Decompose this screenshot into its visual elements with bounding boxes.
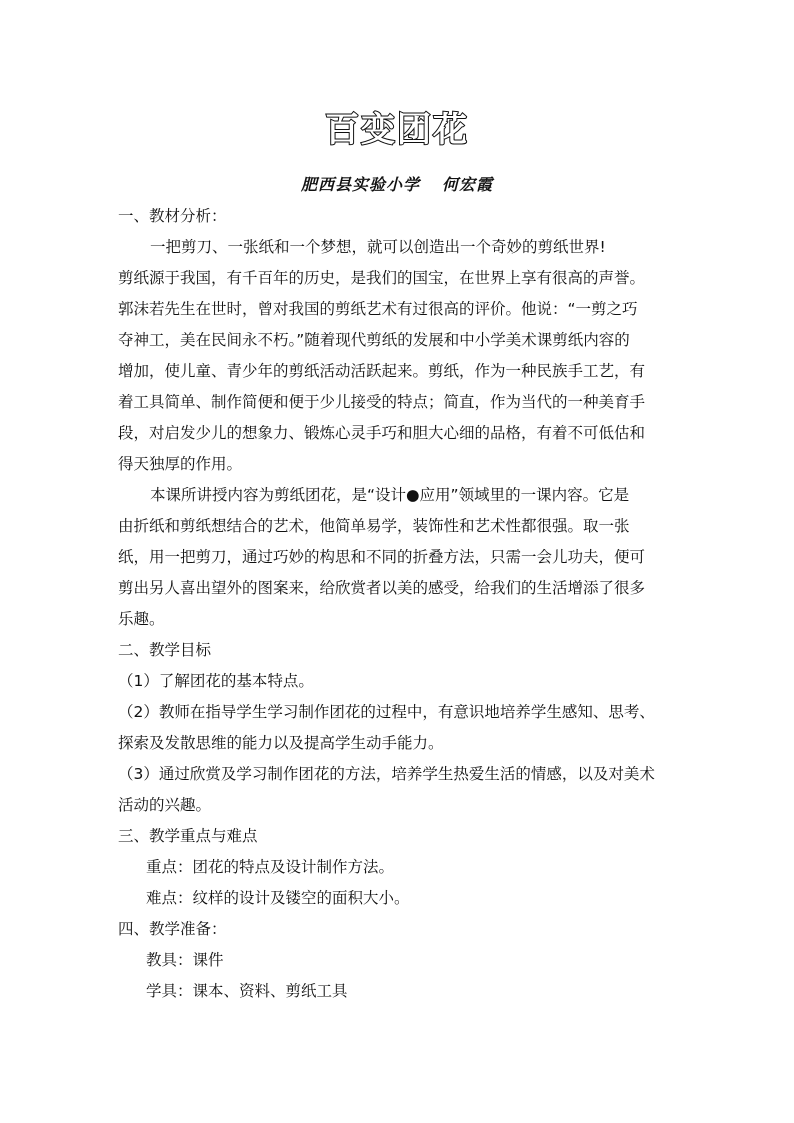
page-title: 百变团花 — [325, 110, 469, 150]
paragraph-line: 着工具简单、制作简便和便于少儿接受的特点；简直，作为当代的一种美育手 — [118, 393, 646, 411]
section-heading: 四、教学准备： — [118, 920, 227, 938]
paragraph-line: 段，对启发少儿的想象力、锻炼心灵手巧和胆大心细的品格，有着不可低估和 — [118, 424, 646, 442]
author-name: 何宏霞 — [442, 175, 494, 194]
teaching-aids-line: 教具：课件 — [146, 951, 224, 969]
section-heading: 三、教学重点与难点 — [118, 827, 258, 845]
title-container — [0, 102, 794, 151]
paragraph-line: 本课所讲授内容为剪纸团花，是“设计●应用”领域里的一课内容。它是 — [150, 486, 630, 504]
objective-line: （2）教师在指导学生学习制作团花的过程中，有意识地培养学生感知、思考、 — [118, 703, 655, 721]
paragraph-line: 剪出另人喜出望外的图案来，给欣赏者以美的感受，给我们的生活增添了很多 — [118, 579, 646, 597]
difficulty-line: 难点：纹样的设计及镂空的面积大小。 — [146, 889, 410, 907]
paragraph-line: 增加，使儿童、青少年的剪纸活动活跃起来。剪纸，作为一种民族手工艺，有 — [118, 362, 646, 380]
paragraph-line: 夺神工，美在民间永不朽。”随着现代剪纸的发展和中小学美术课剪纸内容的 — [118, 331, 630, 349]
student-materials-line: 学具：课本、资料、剪纸工具 — [146, 982, 348, 1000]
paragraph-line: 纸，用一把剪刀，通过巧妙的构思和不同的折叠方法，只需一会儿功夫，便可 — [118, 548, 646, 566]
paragraph-line: 乐趣。 — [118, 610, 165, 628]
byline — [0, 172, 794, 195]
key-point-line: 重点：团花的特点及设计制作方法。 — [146, 858, 395, 876]
objective-line: 探索及发散思维的能力以及提高学生动手能力。 — [118, 734, 444, 752]
paragraph-line: 郭沫若先生在世时，曾对我国的剪纸艺术有过很高的评价。他说：“一剪之巧 — [118, 300, 638, 318]
document-body — [118, 201, 678, 1007]
section-heading: 一、教材分析： — [118, 207, 227, 225]
paragraph-line: 由折纸和剪纸想结合的艺术，他简单易学，装饰性和艺术性都很强。取一张 — [118, 517, 630, 535]
paragraph-line: 一把剪刀、一张纸和一个梦想，就可以创造出一个奇妙的剪纸世界! — [150, 238, 606, 256]
objective-line: （1）了解团花的基本特点。 — [118, 672, 314, 690]
paragraph-line: 剪纸源于我国，有千百年的历史，是我们的国宝，在世界上享有很高的声誉。 — [118, 269, 646, 287]
objective-line: （3）通过欣赏及学习制作团花的方法，培养学生热爱生活的情感，以及对美术 — [118, 765, 655, 783]
school-name: 肥西县实验小学 — [300, 175, 420, 194]
paragraph-line: 得天独厚的作用。 — [118, 455, 243, 473]
section-heading: 二、教学目标 — [118, 641, 212, 659]
objective-line: 活动的兴趣。 — [118, 796, 212, 814]
